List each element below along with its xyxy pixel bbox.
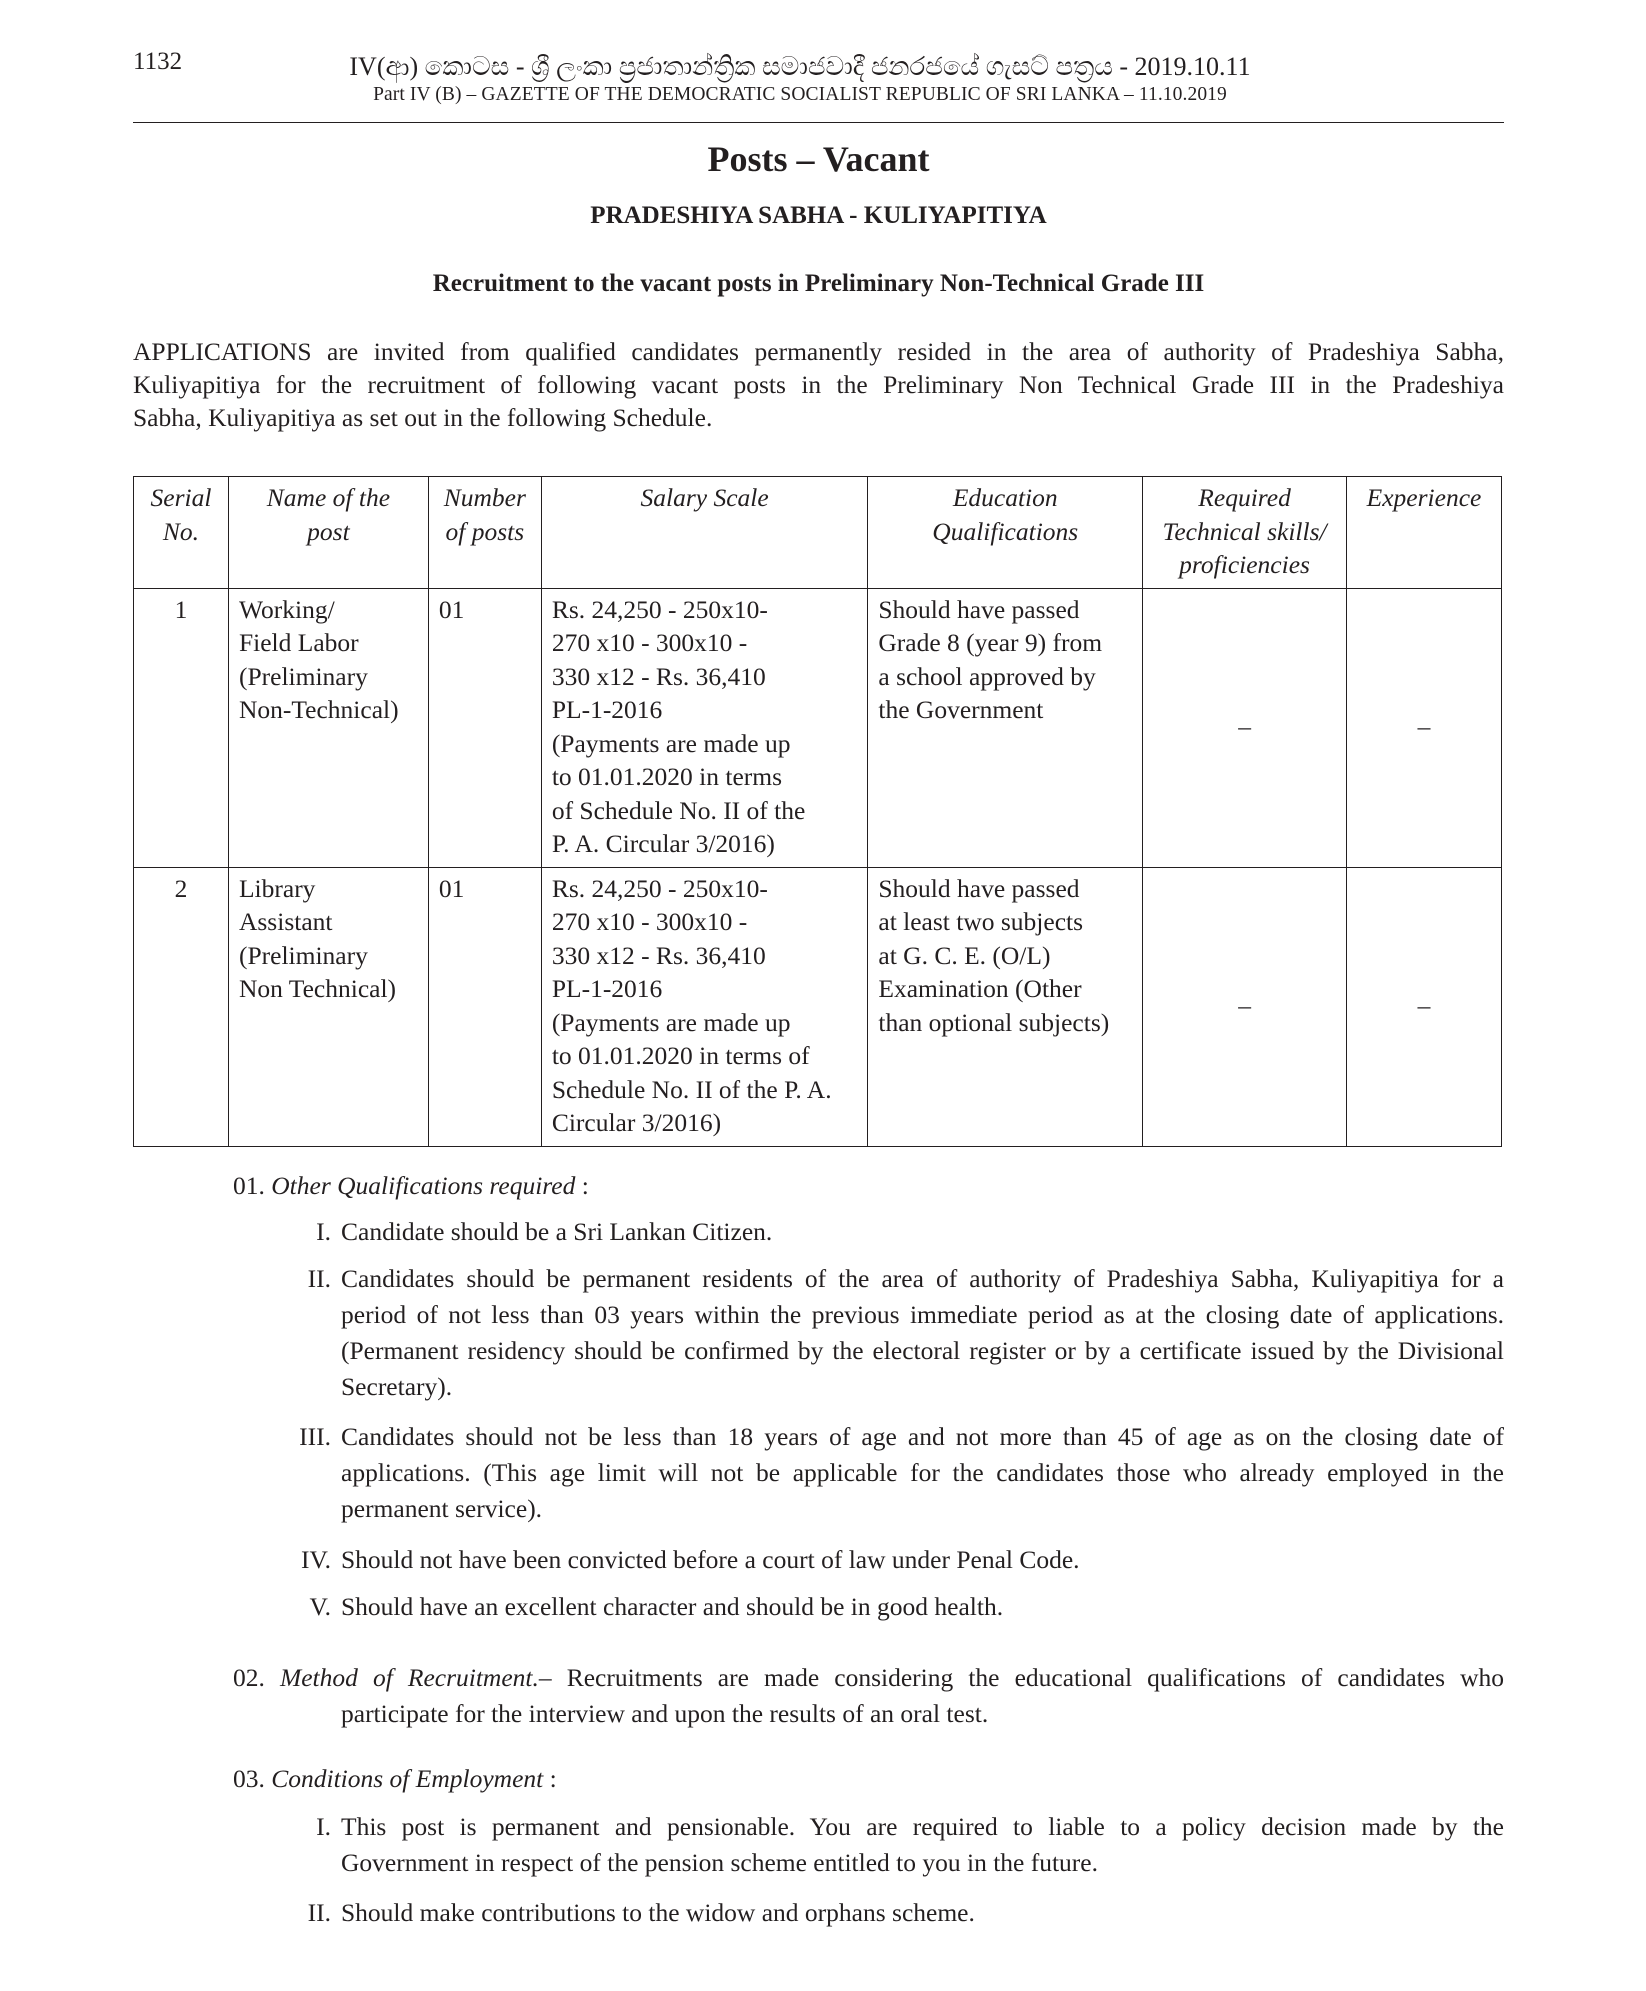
cell-line: 330 x12 - Rs. 36,410: [551, 661, 766, 691]
cell-education: [868, 867, 1143, 1146]
cell-line: a school approved by: [878, 661, 1096, 691]
section-number: 02.: [233, 1663, 265, 1692]
authority-heading: PRADESHIYA SABHA - KULIYAPITIYA: [590, 202, 1047, 229]
item-text: Should not have been convicted before a court of law under Penal Code.: [341, 1545, 1080, 1574]
cell-count: 01: [428, 867, 541, 1146]
header-text: No.: [162, 516, 200, 546]
cell-line: 270 x10 - 300x10 -: [551, 628, 748, 657]
item-number: V.: [309, 1592, 331, 1621]
cell-count: 01: [428, 588, 541, 867]
cell-line: Non-Technical): [238, 695, 399, 724]
item-line: applications. (This age limit will not be applicable for the candidates those who already employed in the: [341, 1458, 1504, 1487]
cell-post-name: [228, 588, 428, 867]
header-divider: [133, 122, 1504, 123]
item-text: [341, 1809, 1504, 1881]
cell-skills: –: [1143, 588, 1347, 867]
header-education: [868, 477, 1143, 589]
cell-line: to 01.01.2020 in terms of: [551, 1041, 810, 1070]
cell-line: at G. C. E. (O/L): [878, 940, 1051, 970]
item-number: IV.: [301, 1545, 331, 1574]
header-text: Number: [443, 483, 526, 512]
section-number: 01.: [233, 1171, 265, 1200]
vacancy-schedule-table: [133, 476, 1502, 1147]
section-suffix: :: [543, 1764, 557, 1793]
item-line: Government in respect of the pension scheme entitled to you in the future.: [341, 1848, 1098, 1877]
cell-line: Circular 3/2016): [551, 1108, 722, 1137]
header-serial: [134, 477, 229, 589]
cell-line: 270 x10 - 300x10 -: [551, 907, 748, 936]
section-text: – Recruitments are made considering the educational qualifications of candidates who: [538, 1663, 1504, 1692]
section-number: 03.: [233, 1764, 265, 1793]
cell-line: the Government: [878, 695, 1044, 724]
item-line: This post is permanent and pensionable. You are required to liable to a policy decision made by the: [341, 1812, 1504, 1841]
table-row: [134, 588, 1502, 867]
cell-serial: 2: [134, 867, 229, 1146]
header-text: Name of the: [266, 483, 391, 512]
cell-line: Should have passed: [878, 873, 1080, 903]
header-salary-scale: [541, 477, 868, 589]
intro-paragraph: [133, 335, 1504, 434]
item-text: Candidate should be a Sri Lankan Citizen.: [341, 1217, 773, 1246]
item-number: II.: [307, 1898, 331, 1927]
intro-line: Kuliyapitiya for the recruitment of following vacant posts in the Preliminary Non Technical Grade III in the Pradeshiya: [133, 370, 1504, 399]
cell-line: Non Technical): [238, 974, 397, 1003]
section-line: [233, 1660, 1504, 1696]
cell-line: Examination (Other: [878, 974, 1082, 1003]
cell-line: Working/: [238, 594, 335, 624]
gazette-title-sinhala: IV(ආ) කොටස - ශ්‍රී ලංකා ප්‍රජාතාන්ත්‍රික සමාජවාදී ජනරජයේ ගැසට් පත්‍රය - 2019.10.11: [349, 52, 1251, 81]
cell-line: than optional subjects): [878, 1007, 1110, 1037]
gazette-title-english: Part IV (B) – GAZETTE OF THE DEMOCRATIC SOCIALIST REPUBLIC OF SRI LANKA – 11.10.2019: [373, 84, 1227, 105]
cell-line: Schedule No. II of the P. A.: [551, 1074, 832, 1104]
cell-post-name: [228, 867, 428, 1146]
header-text: Experience: [1366, 483, 1482, 512]
header-text: proficiencies: [1179, 550, 1310, 579]
cell-line: Field Labor: [238, 628, 359, 657]
item-number: II.: [307, 1264, 331, 1293]
section-first-line: [233, 1660, 1504, 1696]
table-row: [134, 867, 1502, 1146]
header-post-name: [228, 477, 428, 589]
cell-line: 330 x12 - Rs. 36,410: [551, 940, 766, 970]
section-line: participate for the interview and upon the results of an oral test.: [341, 1699, 989, 1728]
section-heading-conditions-of-employment: [233, 1761, 557, 1797]
item-line: (Permanent residency should be confirmed by the electoral register or by a certificate issued by the Divisional: [341, 1336, 1504, 1365]
section-title: Other Qualifications required: [271, 1171, 576, 1200]
header-number-of-posts: [428, 477, 541, 589]
cell-line: Rs. 24,250 - 250x10-: [551, 594, 768, 624]
cell-line: PL-1-2016: [551, 695, 663, 724]
recruitment-heading: Recruitment to the vacant posts in Preliminary Non-Technical Grade III: [432, 270, 1205, 297]
item-line: Candidates should be permanent residents of the area of authority of Pradeshiya Sabha, Kuliyapitiya for a: [341, 1264, 1504, 1293]
header-text: Required: [1198, 483, 1291, 512]
cell-salary: [541, 867, 868, 1146]
item-line: Secretary).: [341, 1372, 453, 1401]
cell-line: (Payments are made up: [551, 728, 791, 758]
cell-serial: 1: [134, 588, 229, 867]
cell-line: Rs. 24,250 - 250x10-: [551, 873, 768, 903]
header-text: of posts: [445, 516, 525, 546]
cell-line: Library: [238, 873, 316, 903]
header-text: Technical skills/: [1162, 516, 1327, 546]
intro-line: APPLICATIONS are invited from qualified candidates permanently resided in the area of authority of Pradeshiya Sabha,: [133, 337, 1504, 366]
cell-line: (Preliminary: [238, 661, 368, 691]
cell-line: of Schedule No. II of the: [551, 795, 806, 825]
item-text: [341, 1419, 1504, 1527]
header-text: Serial: [150, 483, 212, 512]
item-text: Should make contributions to the widow and orphans scheme.: [341, 1898, 975, 1927]
page-title: Posts – Vacant: [707, 139, 930, 179]
cell-line: (Payments are made up: [551, 1007, 791, 1037]
item-number: I.: [316, 1812, 331, 1841]
cell-line: to 01.01.2020 in terms: [551, 762, 783, 791]
header-text: Education: [952, 483, 1058, 512]
item-text: Should have an excellent character and should be in good health.: [341, 1592, 1004, 1621]
item-text: [341, 1261, 1504, 1405]
cell-line: Assistant: [238, 907, 333, 936]
cell-experience: –: [1347, 588, 1502, 867]
item-line: permanent service).: [341, 1494, 543, 1523]
item-number: III.: [299, 1422, 331, 1451]
item-line: Candidates should not be less than 18 years of age and not more than 45 of age as on the closing date of: [341, 1422, 1504, 1451]
header-text: Qualifications: [932, 516, 1079, 546]
item-line: period of not less than 03 years within the previous immediate period as at the closing date of applications.: [341, 1300, 1504, 1329]
cell-line: at least two subjects: [878, 907, 1084, 936]
table-header-row: [134, 477, 1502, 589]
header-skills: [1143, 477, 1347, 589]
cell-salary: [541, 588, 868, 867]
header-text: Salary Scale: [640, 483, 769, 512]
cell-experience: –: [1347, 867, 1502, 1146]
header-experience: [1347, 477, 1502, 589]
cell-skills: –: [1143, 867, 1347, 1146]
section-title: Method of Recruitment.: [279, 1663, 539, 1692]
header-text: post: [307, 516, 350, 546]
section-heading-other-qualifications: [233, 1168, 589, 1204]
item-number: I.: [316, 1217, 331, 1246]
cell-line: (Preliminary: [238, 940, 368, 970]
page-number: 1132: [133, 48, 183, 75]
cell-education: [868, 588, 1143, 867]
section-title: Conditions of Employment: [271, 1764, 544, 1793]
section-suffix: :: [575, 1171, 589, 1200]
cell-line: PL-1-2016: [551, 974, 663, 1003]
cell-line: Should have passed: [878, 594, 1080, 624]
cell-line: P. A. Circular 3/2016): [551, 829, 775, 858]
intro-line: Sabha, Kuliyapitiya as set out in the following Schedule.: [133, 403, 713, 432]
cell-line: Grade 8 (year 9) from: [878, 628, 1103, 657]
